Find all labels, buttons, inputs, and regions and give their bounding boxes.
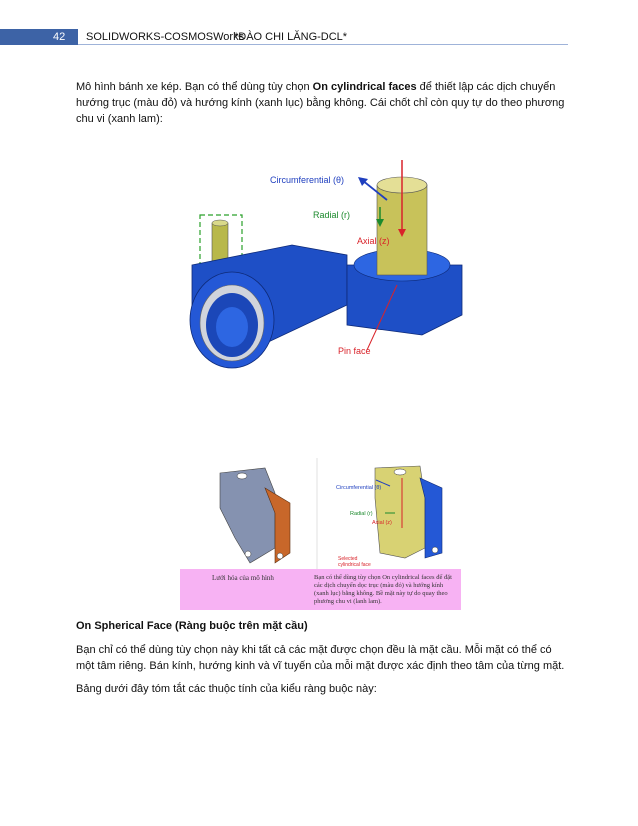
mesh-bracket bbox=[220, 468, 275, 563]
small-pin-top bbox=[212, 220, 228, 226]
header-author: *ĐÀO CHI LĂNG-DCL* bbox=[234, 31, 348, 43]
label-axial: Axial (z) bbox=[357, 236, 390, 246]
section-heading: On Spherical Face (Ràng buộc trên mặt cầu) bbox=[76, 620, 308, 632]
label-circumferential: Circumferential (θ) bbox=[270, 175, 345, 185]
header-title: SOLIDWORKS-COSMOSWorks bbox=[86, 31, 245, 43]
mesh-hole-side bbox=[277, 553, 283, 559]
header-rule bbox=[78, 44, 568, 45]
bracket-label-selected: Selected cylindrical face bbox=[338, 556, 371, 568]
header-bar bbox=[0, 29, 78, 45]
section-paragraph-1: Bạn chỉ có thể dùng tùy chọn này khi tất cả các mặt được chọn đều là mặt cầu. Mỗi mặt có thể có một tâm riêng. Bán kính, hướng kinh và vĩ tuyến của mỗi mặt được xác định theo tâm của từng mặt. bbox=[76, 644, 565, 672]
label-radial: Radial (r) bbox=[313, 210, 351, 220]
constrained-bracket bbox=[375, 466, 425, 558]
caster-wheel-figure bbox=[172, 155, 472, 375]
section-paragraph-2: Bảng dưới đây tóm tắt các thuộc tính của kiểu ràng buộc này: bbox=[76, 683, 377, 695]
page-number: 42 bbox=[53, 31, 66, 43]
label-pin-face: Pin face bbox=[338, 346, 371, 356]
intro-bold: On cylindrical faces bbox=[312, 81, 417, 93]
bracket-label-axial: Axial (z) bbox=[372, 520, 392, 526]
constrained-hole bbox=[394, 469, 406, 475]
bracket-figure bbox=[180, 458, 461, 570]
bracket-label-circumferential: Circumferential (θ) bbox=[336, 485, 382, 491]
intro-text-1: Mô hình bánh xe kép. Bạn có thể dùng tùy chọn bbox=[76, 81, 313, 93]
caption-right: Bạn có thể dùng tùy chọn On cylindrical faces để đặt các dịch chuyển dọc trục (màu đỏ) và hướng kính (xanh lục) bằng không. Bề mặt này tự do quay theo phương chu vi (lanh lam). bbox=[314, 574, 452, 605]
caption-left: Lưới hóa của mô hình bbox=[212, 574, 274, 582]
intro-text-2: để thiết lập các dịch chuyển hướng trục (màu đỏ) và hướng kính (xanh lục) bằng không. Cái chốt chỉ còn quy tự do theo phương chu vi (xanh lam): bbox=[76, 81, 565, 125]
intro-paragraph bbox=[76, 79, 566, 127]
wheel-hub-inner bbox=[216, 307, 248, 347]
bracket-label-radial: Radial (r) bbox=[350, 511, 373, 517]
small-pin bbox=[212, 223, 228, 263]
mesh-hole-bottom bbox=[245, 551, 251, 557]
constrained-hole-bottom bbox=[432, 547, 438, 553]
mesh-hole bbox=[237, 473, 247, 479]
